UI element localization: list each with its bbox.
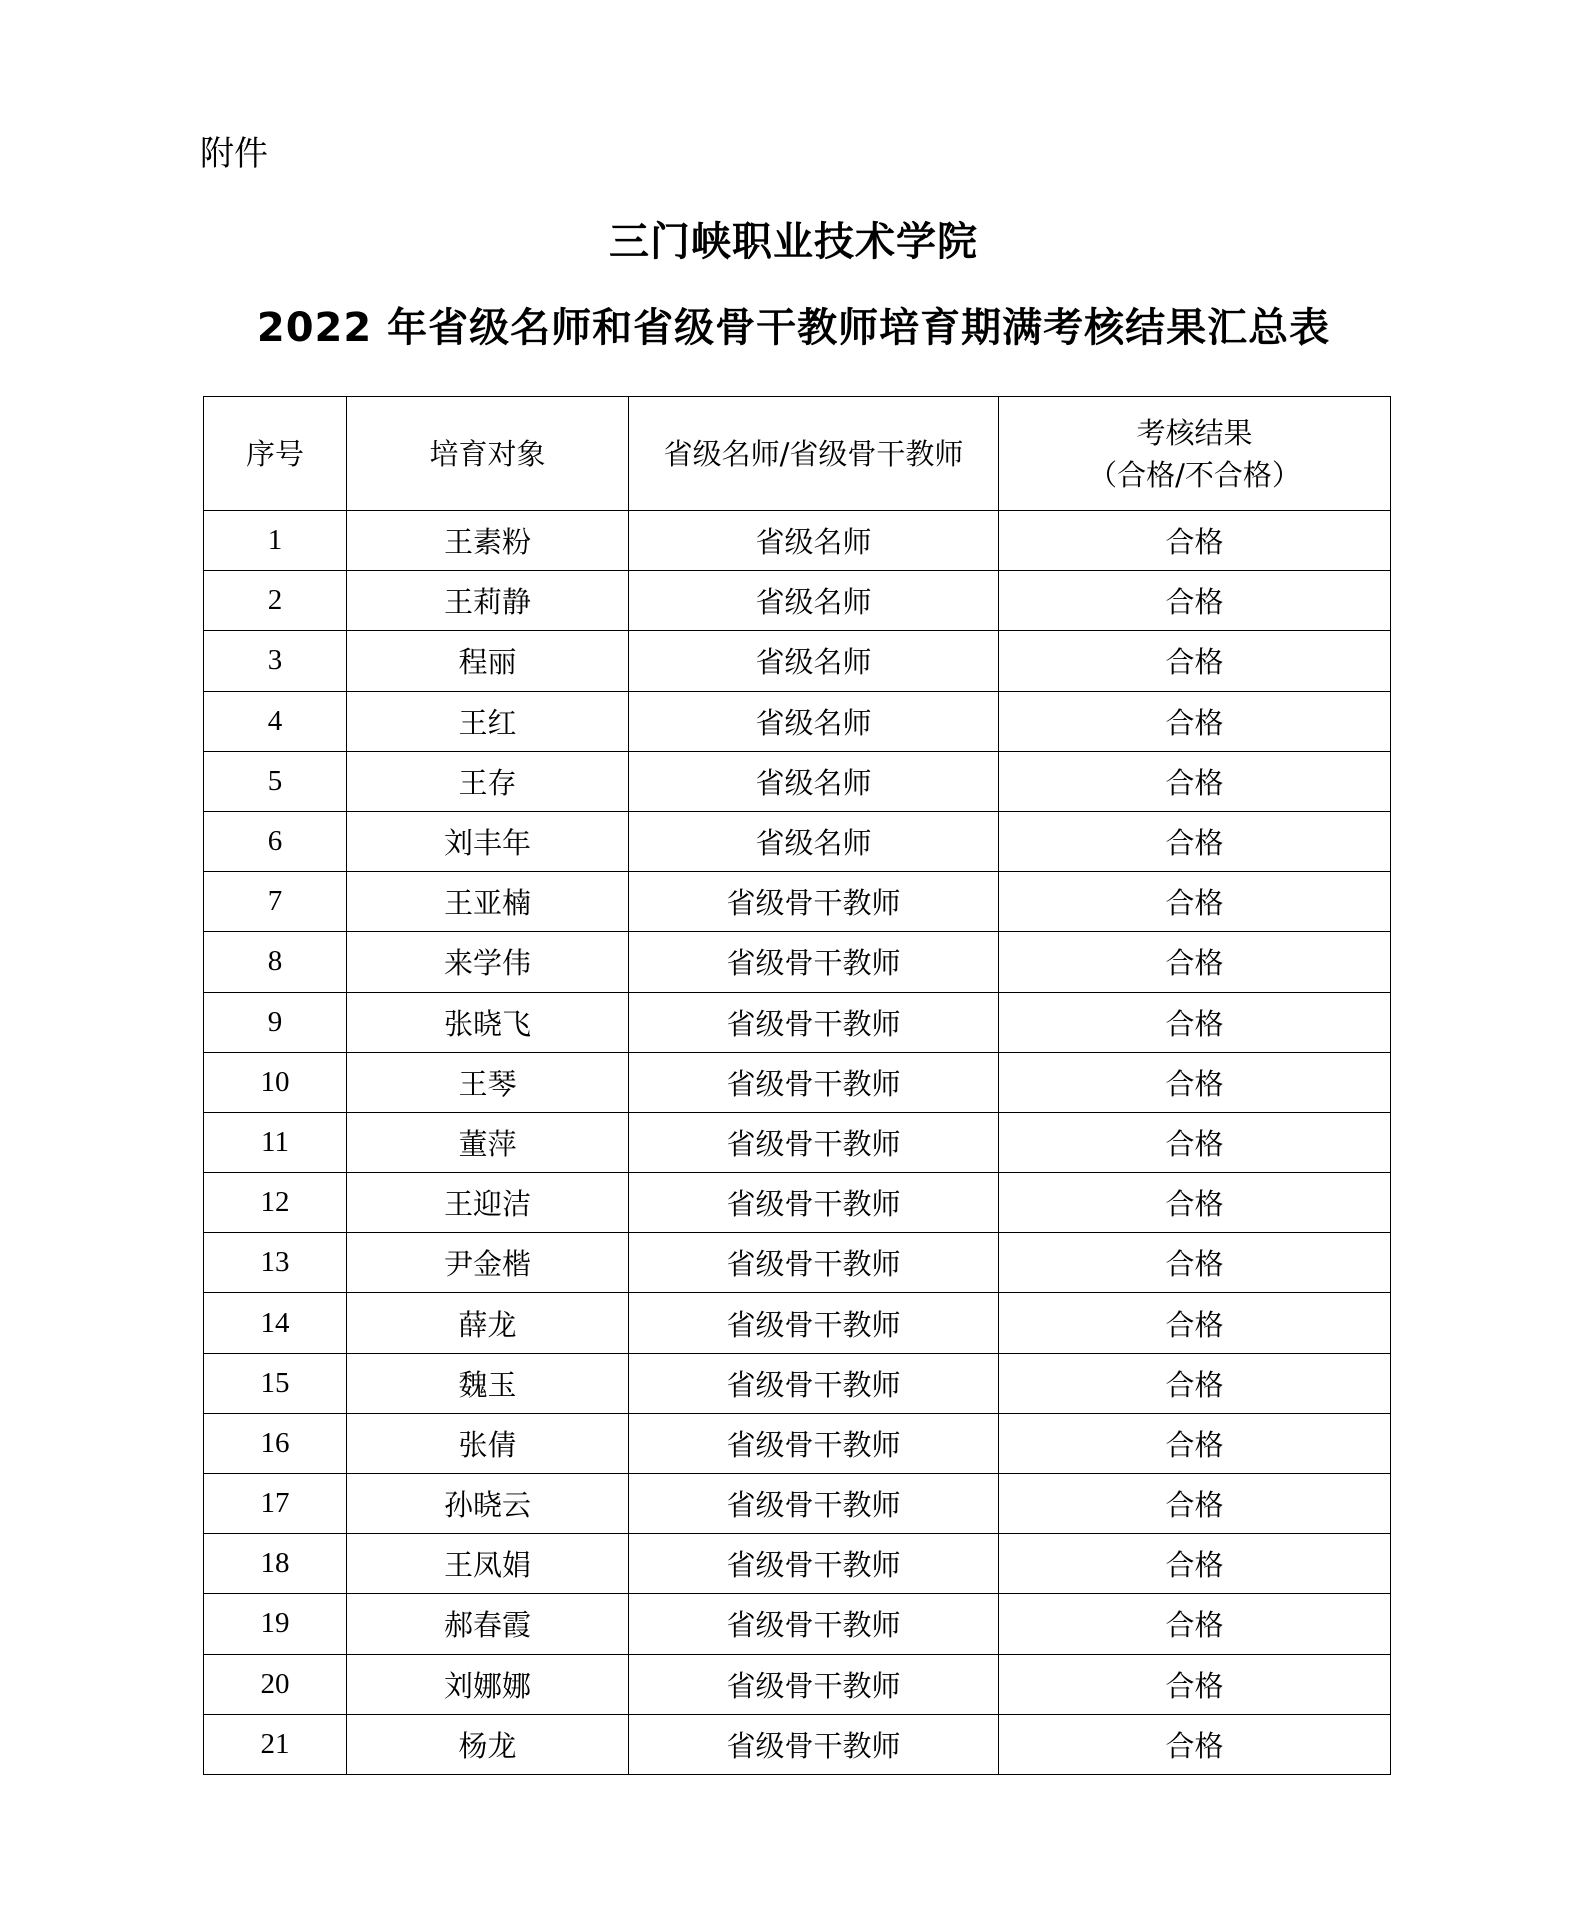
- row-category-cell: 省级名师: [629, 691, 999, 751]
- row-category-cell: 省级骨干教师: [629, 872, 999, 932]
- row-category-cell: 省级骨干教师: [629, 1474, 999, 1534]
- row-name-cell: 郝春霞: [347, 1594, 629, 1654]
- table-row: [204, 751, 1391, 811]
- table-row: [204, 571, 1391, 631]
- row-name-cell: 尹金楷: [347, 1233, 629, 1293]
- row-name-cell: 张倩: [347, 1413, 629, 1473]
- row-result-cell: 合格: [999, 1534, 1391, 1594]
- row-category-cell: 省级骨干教师: [629, 1534, 999, 1594]
- row-category-cell: 省级骨干教师: [629, 992, 999, 1052]
- row-index-cell: 11: [204, 1112, 347, 1172]
- table-header-row: [204, 397, 1391, 511]
- row-category-cell: 省级骨干教师: [629, 1293, 999, 1353]
- table-row: [204, 1052, 1391, 1112]
- header-result-line2: （合格/不合格）: [1088, 457, 1301, 492]
- row-name-cell: 杨龙: [347, 1714, 629, 1774]
- row-category-cell: 省级骨干教师: [629, 1594, 999, 1654]
- row-category-cell: 省级名师: [629, 751, 999, 811]
- row-index-cell: 10: [204, 1052, 347, 1112]
- header-result-line1: 考核结果: [1136, 415, 1253, 450]
- row-category-cell: 省级骨干教师: [629, 1173, 999, 1233]
- row-name-cell: 薛龙: [347, 1293, 629, 1353]
- header-index: 序号: [204, 397, 347, 511]
- row-name-cell: 董萍: [347, 1112, 629, 1172]
- table-row: [204, 511, 1391, 571]
- row-index-cell: 9: [204, 992, 347, 1052]
- row-category-cell: 省级名师: [629, 811, 999, 871]
- row-category-cell: 省级名师: [629, 511, 999, 571]
- row-category-cell: 省级骨干教师: [629, 1714, 999, 1774]
- row-index-cell: 20: [204, 1654, 347, 1714]
- row-result-cell: 合格: [999, 1353, 1391, 1413]
- document-title: 三门峡职业技术学院: [609, 219, 978, 265]
- row-name-cell: 王存: [347, 751, 629, 811]
- row-category-cell: 省级骨干教师: [629, 1353, 999, 1413]
- row-name-cell: 王红: [347, 691, 629, 751]
- row-index-cell: 19: [204, 1594, 347, 1654]
- table-body: [204, 511, 1391, 1775]
- table-row: [204, 811, 1391, 871]
- row-index-cell: 4: [204, 691, 347, 751]
- row-result-cell: 合格: [999, 1654, 1391, 1714]
- row-name-cell: 王凤娟: [347, 1534, 629, 1594]
- row-name-cell: 刘丰年: [347, 811, 629, 871]
- row-index-cell: 7: [204, 872, 347, 932]
- row-result-cell: 合格: [999, 1413, 1391, 1473]
- row-result-cell: 合格: [999, 511, 1391, 571]
- header-result: [999, 397, 1391, 511]
- row-name-cell: 张晓飞: [347, 992, 629, 1052]
- table-row: [204, 1173, 1391, 1233]
- header-category: 省级名师/省级骨干教师: [629, 397, 999, 511]
- row-category-cell: 省级骨干教师: [629, 1413, 999, 1473]
- table-row: [204, 1353, 1391, 1413]
- row-index-cell: 17: [204, 1474, 347, 1534]
- table-row: [204, 1112, 1391, 1172]
- row-result-cell: 合格: [999, 811, 1391, 871]
- row-name-cell: 魏玉: [347, 1353, 629, 1413]
- row-result-cell: 合格: [999, 1474, 1391, 1534]
- row-result-cell: 合格: [999, 1293, 1391, 1353]
- row-result-cell: 合格: [999, 1173, 1391, 1233]
- row-index-cell: 14: [204, 1293, 347, 1353]
- row-index-cell: 21: [204, 1714, 347, 1774]
- row-name-cell: 王亚楠: [347, 872, 629, 932]
- header-subject: 培育对象: [347, 397, 629, 511]
- attachment-label: 附件: [200, 134, 268, 174]
- table-row: [204, 932, 1391, 992]
- row-category-cell: 省级骨干教师: [629, 932, 999, 992]
- table-row: [204, 631, 1391, 691]
- table-row: [204, 872, 1391, 932]
- row-index-cell: 16: [204, 1413, 347, 1473]
- table-row: [204, 1594, 1391, 1654]
- row-category-cell: 省级骨干教师: [629, 1112, 999, 1172]
- row-index-cell: 15: [204, 1353, 347, 1413]
- row-name-cell: 来学伟: [347, 932, 629, 992]
- table-row: [204, 1714, 1391, 1774]
- row-category-cell: 省级名师: [629, 631, 999, 691]
- table-row: [204, 1474, 1391, 1534]
- row-name-cell: 刘娜娜: [347, 1654, 629, 1714]
- row-category-cell: 省级骨干教师: [629, 1233, 999, 1293]
- row-result-cell: 合格: [999, 751, 1391, 811]
- row-result-cell: 合格: [999, 872, 1391, 932]
- row-index-cell: 3: [204, 631, 347, 691]
- row-index-cell: 1: [204, 511, 347, 571]
- document-subtitle: 2022 年省级名师和省级骨干教师培育期满考核结果汇总表: [256, 305, 1331, 351]
- table-row: [204, 1534, 1391, 1594]
- row-category-cell: 省级骨干教师: [629, 1052, 999, 1112]
- row-index-cell: 2: [204, 571, 347, 631]
- table-row: [204, 1293, 1391, 1353]
- row-index-cell: 5: [204, 751, 347, 811]
- row-index-cell: 12: [204, 1173, 347, 1233]
- table-row: [204, 1233, 1391, 1293]
- row-result-cell: 合格: [999, 932, 1391, 992]
- row-result-cell: 合格: [999, 1112, 1391, 1172]
- row-name-cell: 王莉静: [347, 571, 629, 631]
- row-category-cell: 省级骨干教师: [629, 1654, 999, 1714]
- row-result-cell: 合格: [999, 1233, 1391, 1293]
- row-index-cell: 18: [204, 1534, 347, 1594]
- row-name-cell: 王琴: [347, 1052, 629, 1112]
- row-index-cell: 13: [204, 1233, 347, 1293]
- row-result-cell: 合格: [999, 1594, 1391, 1654]
- table-row: [204, 1413, 1391, 1473]
- row-index-cell: 6: [204, 811, 347, 871]
- row-name-cell: 孙晓云: [347, 1474, 629, 1534]
- row-result-cell: 合格: [999, 571, 1391, 631]
- row-result-cell: 合格: [999, 691, 1391, 751]
- row-index-cell: 8: [204, 932, 347, 992]
- results-table: [203, 396, 1391, 1775]
- row-result-cell: 合格: [999, 631, 1391, 691]
- table-row: [204, 1654, 1391, 1714]
- row-category-cell: 省级名师: [629, 571, 999, 631]
- row-result-cell: 合格: [999, 1052, 1391, 1112]
- row-name-cell: 王素粉: [347, 511, 629, 571]
- row-result-cell: 合格: [999, 992, 1391, 1052]
- row-name-cell: 程丽: [347, 631, 629, 691]
- row-name-cell: 王迎洁: [347, 1173, 629, 1233]
- row-result-cell: 合格: [999, 1714, 1391, 1774]
- table-row: [204, 691, 1391, 751]
- table-row: [204, 992, 1391, 1052]
